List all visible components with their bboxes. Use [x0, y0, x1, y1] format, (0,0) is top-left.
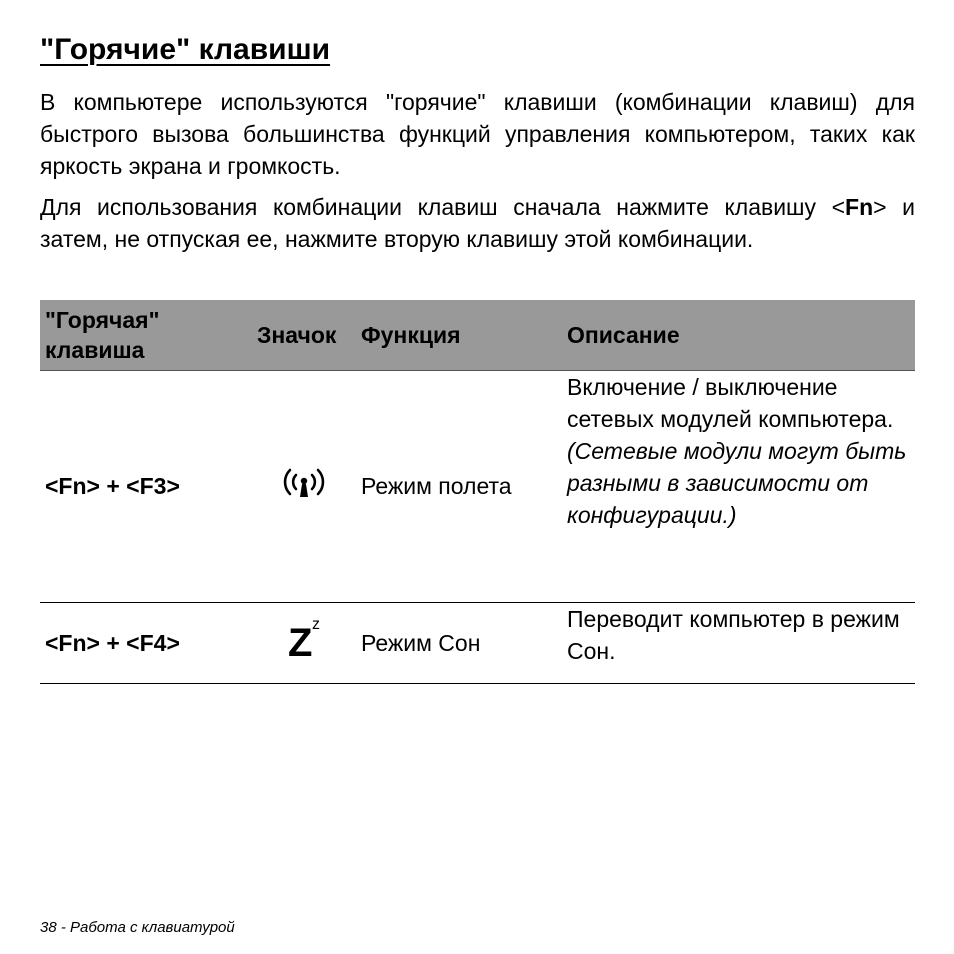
header-description: Описание	[561, 300, 915, 370]
description-text: Включение / выключение сетевых модулей компьютера.	[567, 373, 894, 432]
page-footer: 38 - Работа с клавиатурой	[40, 919, 235, 936]
icon-cell	[252, 370, 356, 602]
page-title: "Горячие" клавиши	[40, 33, 331, 66]
table-row	[40, 602, 915, 683]
icon-cell	[252, 602, 356, 683]
description-cell	[561, 370, 915, 602]
sleep-icon-big-z: Z	[288, 620, 313, 665]
sleep-icon-small-z: z	[312, 615, 320, 633]
hotkey-cell: <Fn> + <F4>	[40, 602, 252, 683]
header-function: Функция	[356, 300, 561, 370]
function-cell: Режим Сон	[356, 602, 561, 683]
hotkey-cell: <Fn> + <F3>	[40, 370, 252, 602]
header-icon: Значок	[252, 300, 356, 370]
table-header-row	[40, 300, 915, 370]
function-cell: Режим полета	[356, 370, 561, 602]
description-cell: Переводит компьютер в режим Сон.	[561, 602, 915, 683]
instruction-before: Для использования комбинации клавиш сначала нажмите клавишу <	[40, 194, 846, 220]
intro-paragraph: В компьютере используются "горячие" клавиши (комбинации клавиш) для быстрого вызова большинства функций управления компьютером, таких как яркость экрана и громкость.	[40, 89, 915, 179]
fn-key-label: Fn	[845, 194, 874, 220]
header-hotkey: "Горячая" клавиша	[40, 300, 252, 370]
wireless-icon	[281, 464, 327, 500]
sleep-icon	[284, 615, 324, 665]
instruction-after: > и затем, не отпуская ее, нажмите вторую клавишу этой комбинации.	[40, 194, 916, 252]
description-note: (Сетевые модули могут быть разными в зависимости от конфигурации.)	[567, 437, 907, 528]
hotkeys-table	[40, 300, 915, 684]
table-row	[40, 370, 915, 602]
instruction-paragraph	[40, 191, 915, 255]
